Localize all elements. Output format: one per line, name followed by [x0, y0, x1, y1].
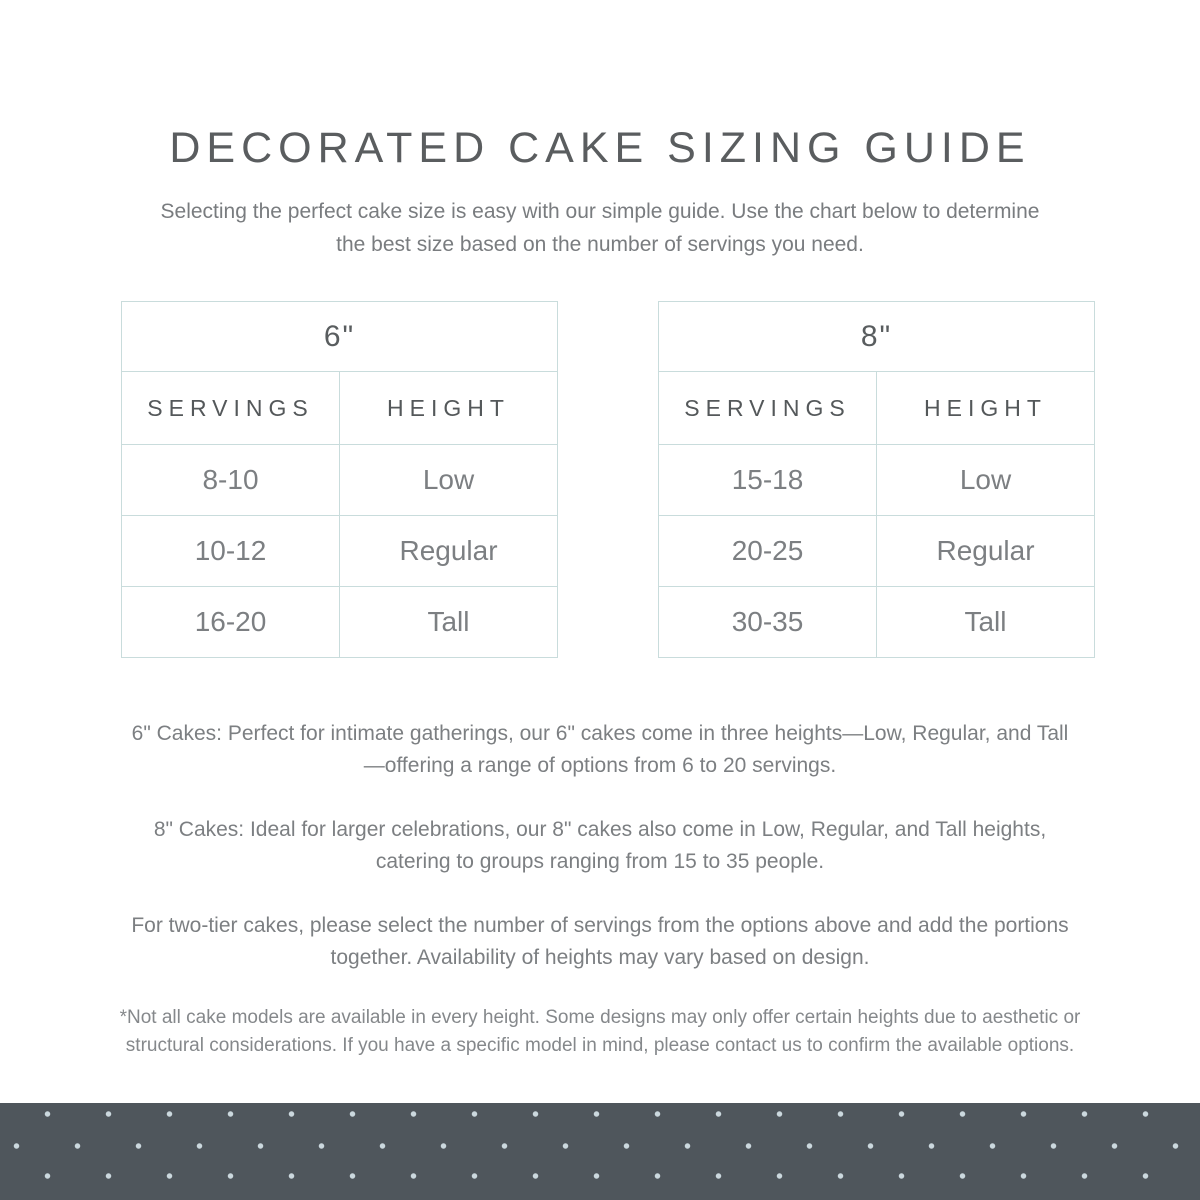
page-subtitle: Selecting the perfect cake size is easy with our simple guide. Use the chart below to determine the best size based on the number of servings you need.	[160, 200, 1040, 256]
servings-value: 10-12	[122, 516, 340, 587]
table-row	[659, 445, 1095, 516]
table-size-row	[659, 302, 1095, 372]
table-row	[122, 445, 558, 516]
size-tables	[121, 301, 1200, 658]
table-row	[659, 516, 1095, 587]
servings-value: 20-25	[659, 516, 877, 587]
height-value: Low	[877, 445, 1095, 516]
description-6-inch: 6" Cakes: Perfect for intimate gatherings, our 6" cakes come in three heights—Low, Regular, and Tall—offering a range of options from 6 to 20 servings.	[131, 722, 1069, 777]
height-value: Low	[340, 445, 558, 516]
availability-footnote: *Not all cake models are available in every height. Some designs may only offer certain heights due to aesthetic or structural considerations. If you have a specific model in mind, please contact us to confirm the available options.	[119, 1007, 1081, 1056]
table-row	[122, 587, 558, 658]
column-header-height: HEIGHT	[340, 372, 558, 445]
table-header-row	[659, 372, 1095, 445]
polka-dot-footer	[0, 1103, 1200, 1200]
table-6-inch-size-label: 6"	[122, 302, 558, 372]
table-size-row	[122, 302, 558, 372]
description-two-tier: For two-tier cakes, please select the number of servings from the options above and add the portions together. Availability of heights may vary based on design.	[131, 914, 1069, 969]
table-header-row	[122, 372, 558, 445]
column-header-servings: SERVINGS	[659, 372, 877, 445]
height-value: Tall	[877, 587, 1095, 658]
height-value: Regular	[340, 516, 558, 587]
servings-value: 15-18	[659, 445, 877, 516]
height-value: Tall	[340, 587, 558, 658]
table-8-inch	[658, 301, 1095, 658]
height-value: Regular	[877, 516, 1095, 587]
table-row	[659, 587, 1095, 658]
servings-value: 30-35	[659, 587, 877, 658]
servings-value: 8-10	[122, 445, 340, 516]
column-header-servings: SERVINGS	[122, 372, 340, 445]
column-header-height: HEIGHT	[877, 372, 1095, 445]
description-8-inch: 8" Cakes: Ideal for larger celebrations, our 8" cakes also come in Low, Regular, and Tall heights, catering to groups ranging from 15 to 35 people.	[153, 818, 1047, 873]
page-title: DECORATED CAKE SIZING GUIDE	[169, 124, 1031, 172]
servings-value: 16-20	[122, 587, 340, 658]
table-row	[122, 516, 558, 587]
table-6-inch	[121, 301, 558, 658]
table-8-inch-size-label: 8"	[659, 302, 1095, 372]
